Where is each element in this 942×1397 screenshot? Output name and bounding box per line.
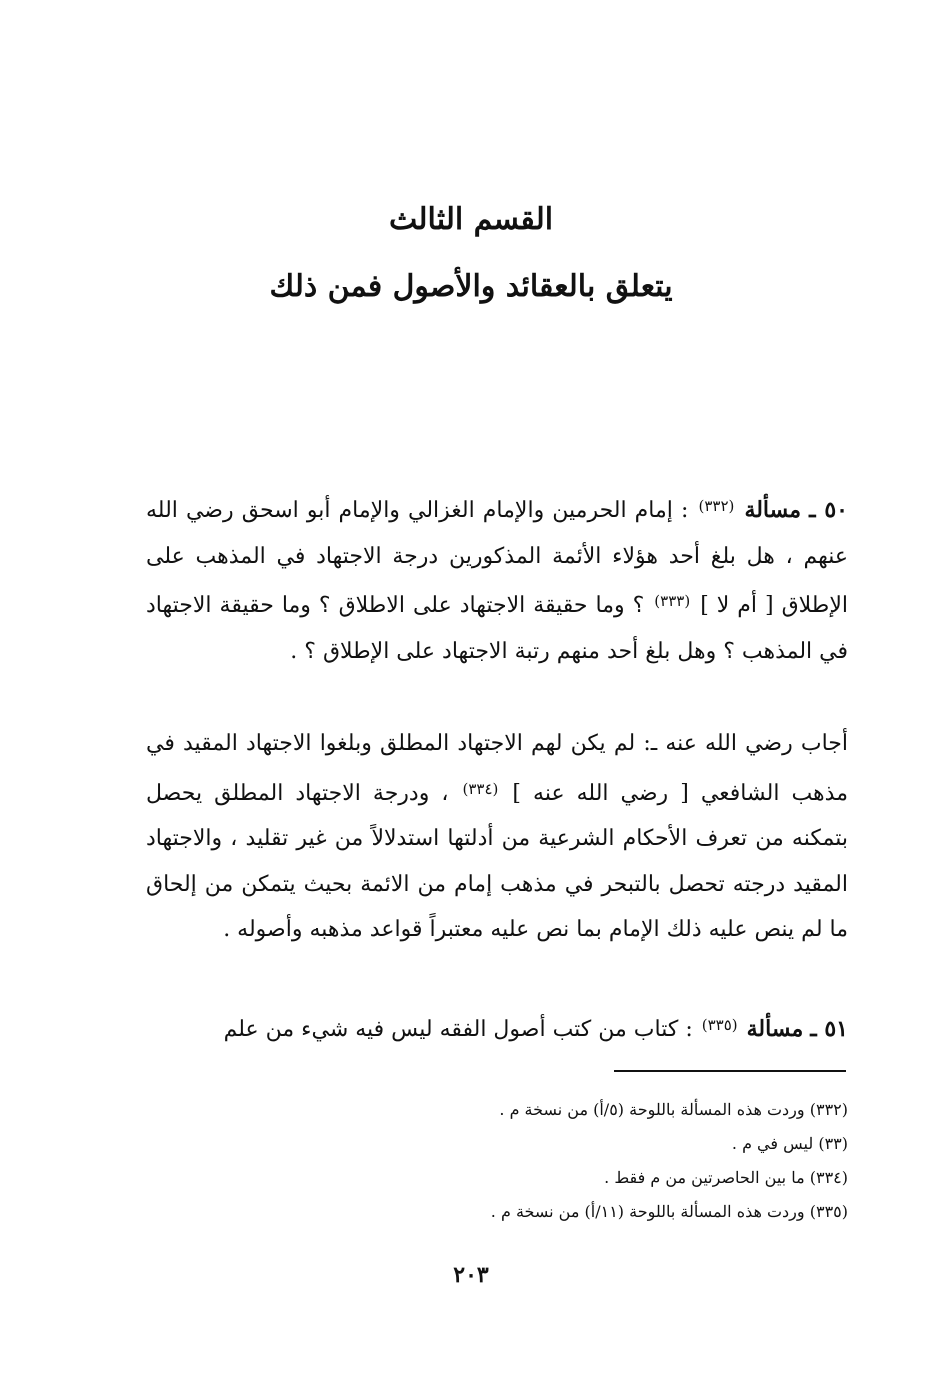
question-text: : كتاب من كتب أصول الفقه ليس فيه شيء من علم <box>223 1017 693 1042</box>
footnote: (٣٣) ليس في م . <box>731 1134 848 1153</box>
answer-text: أجاب رضي الله عنه ـ: لم يكن لهم الاجتهاد المطلق وبلغوا الاجتهاد المقيد في مذهب الشافعي [ رضي الله عنه ] <box>146 731 848 806</box>
question-51 <box>146 1003 848 1053</box>
footnote-divider <box>614 1070 846 1072</box>
footnote: (٣٣٥) وردت هذه المسألة باللوحة (١١/أ) من نسخة م . <box>490 1202 848 1221</box>
page-number: ٢٠٣ <box>453 1262 489 1288</box>
footnotes <box>300 1093 848 1229</box>
footnote-ref: (٣٣٣) <box>654 592 691 610</box>
question-text-continued: ؟ وما حقيقة الاجتهاد على الاطلاق ؟ وما حقيقة الاجتهاد في المذهب ؟ وهل بلغ أحد منهم رتبة الاجتهاد على الإطلاق ؟ . <box>146 593 848 664</box>
footnote: (٣٣٢) وردت هذه المسألة باللوحة (٥/أ) من نسخة م . <box>499 1100 848 1119</box>
footnote-ref: (٣٣٢) <box>698 497 735 515</box>
question-number: ٥١ ـ <box>810 1016 848 1042</box>
footnote-ref: (٣٣٥) <box>701 1016 738 1034</box>
question-text: : إمام الحرمين والإمام الغزالي والإمام أبو اسحق رضي الله عنهم ، هل بلغ أحد هؤلاء الأئمة المذكورين درجة الاجتهاد في المذهب على الإطلاق [ أم لا ] <box>146 498 848 618</box>
question-number: ٥٠ ـ <box>809 497 848 523</box>
footnote-ref: (٣٣٤) <box>462 779 499 798</box>
section-subtitle: يتعلق بالعقائد والأصول فمن ذلك <box>269 269 673 304</box>
question-50 <box>146 484 848 674</box>
question-label: مسألة <box>746 1016 804 1042</box>
answer-text-continued: ، ودرجة الاجتهاد المطلق يحصل بتمكنه من تعرف الأحكام الشرعية من أدلتها استدلالاً من غير تقليد ، والاجتهاد المقيد درجته تحصل بالتبحر في مذهب إمام من الائمة بحيث يتمكن من إلحاق ما لم ينص عليه ذلك الإمام بما نص عليه معتبراً قواعد مذهبه وأصوله . <box>146 780 848 942</box>
section-title: القسم الثالث <box>388 202 554 237</box>
question-label: مسألة <box>744 497 802 523</box>
answer-paragraph <box>146 721 848 953</box>
footnote: (٣٣٤) ما بين الحاصرتين من م فقط . <box>604 1168 848 1187</box>
